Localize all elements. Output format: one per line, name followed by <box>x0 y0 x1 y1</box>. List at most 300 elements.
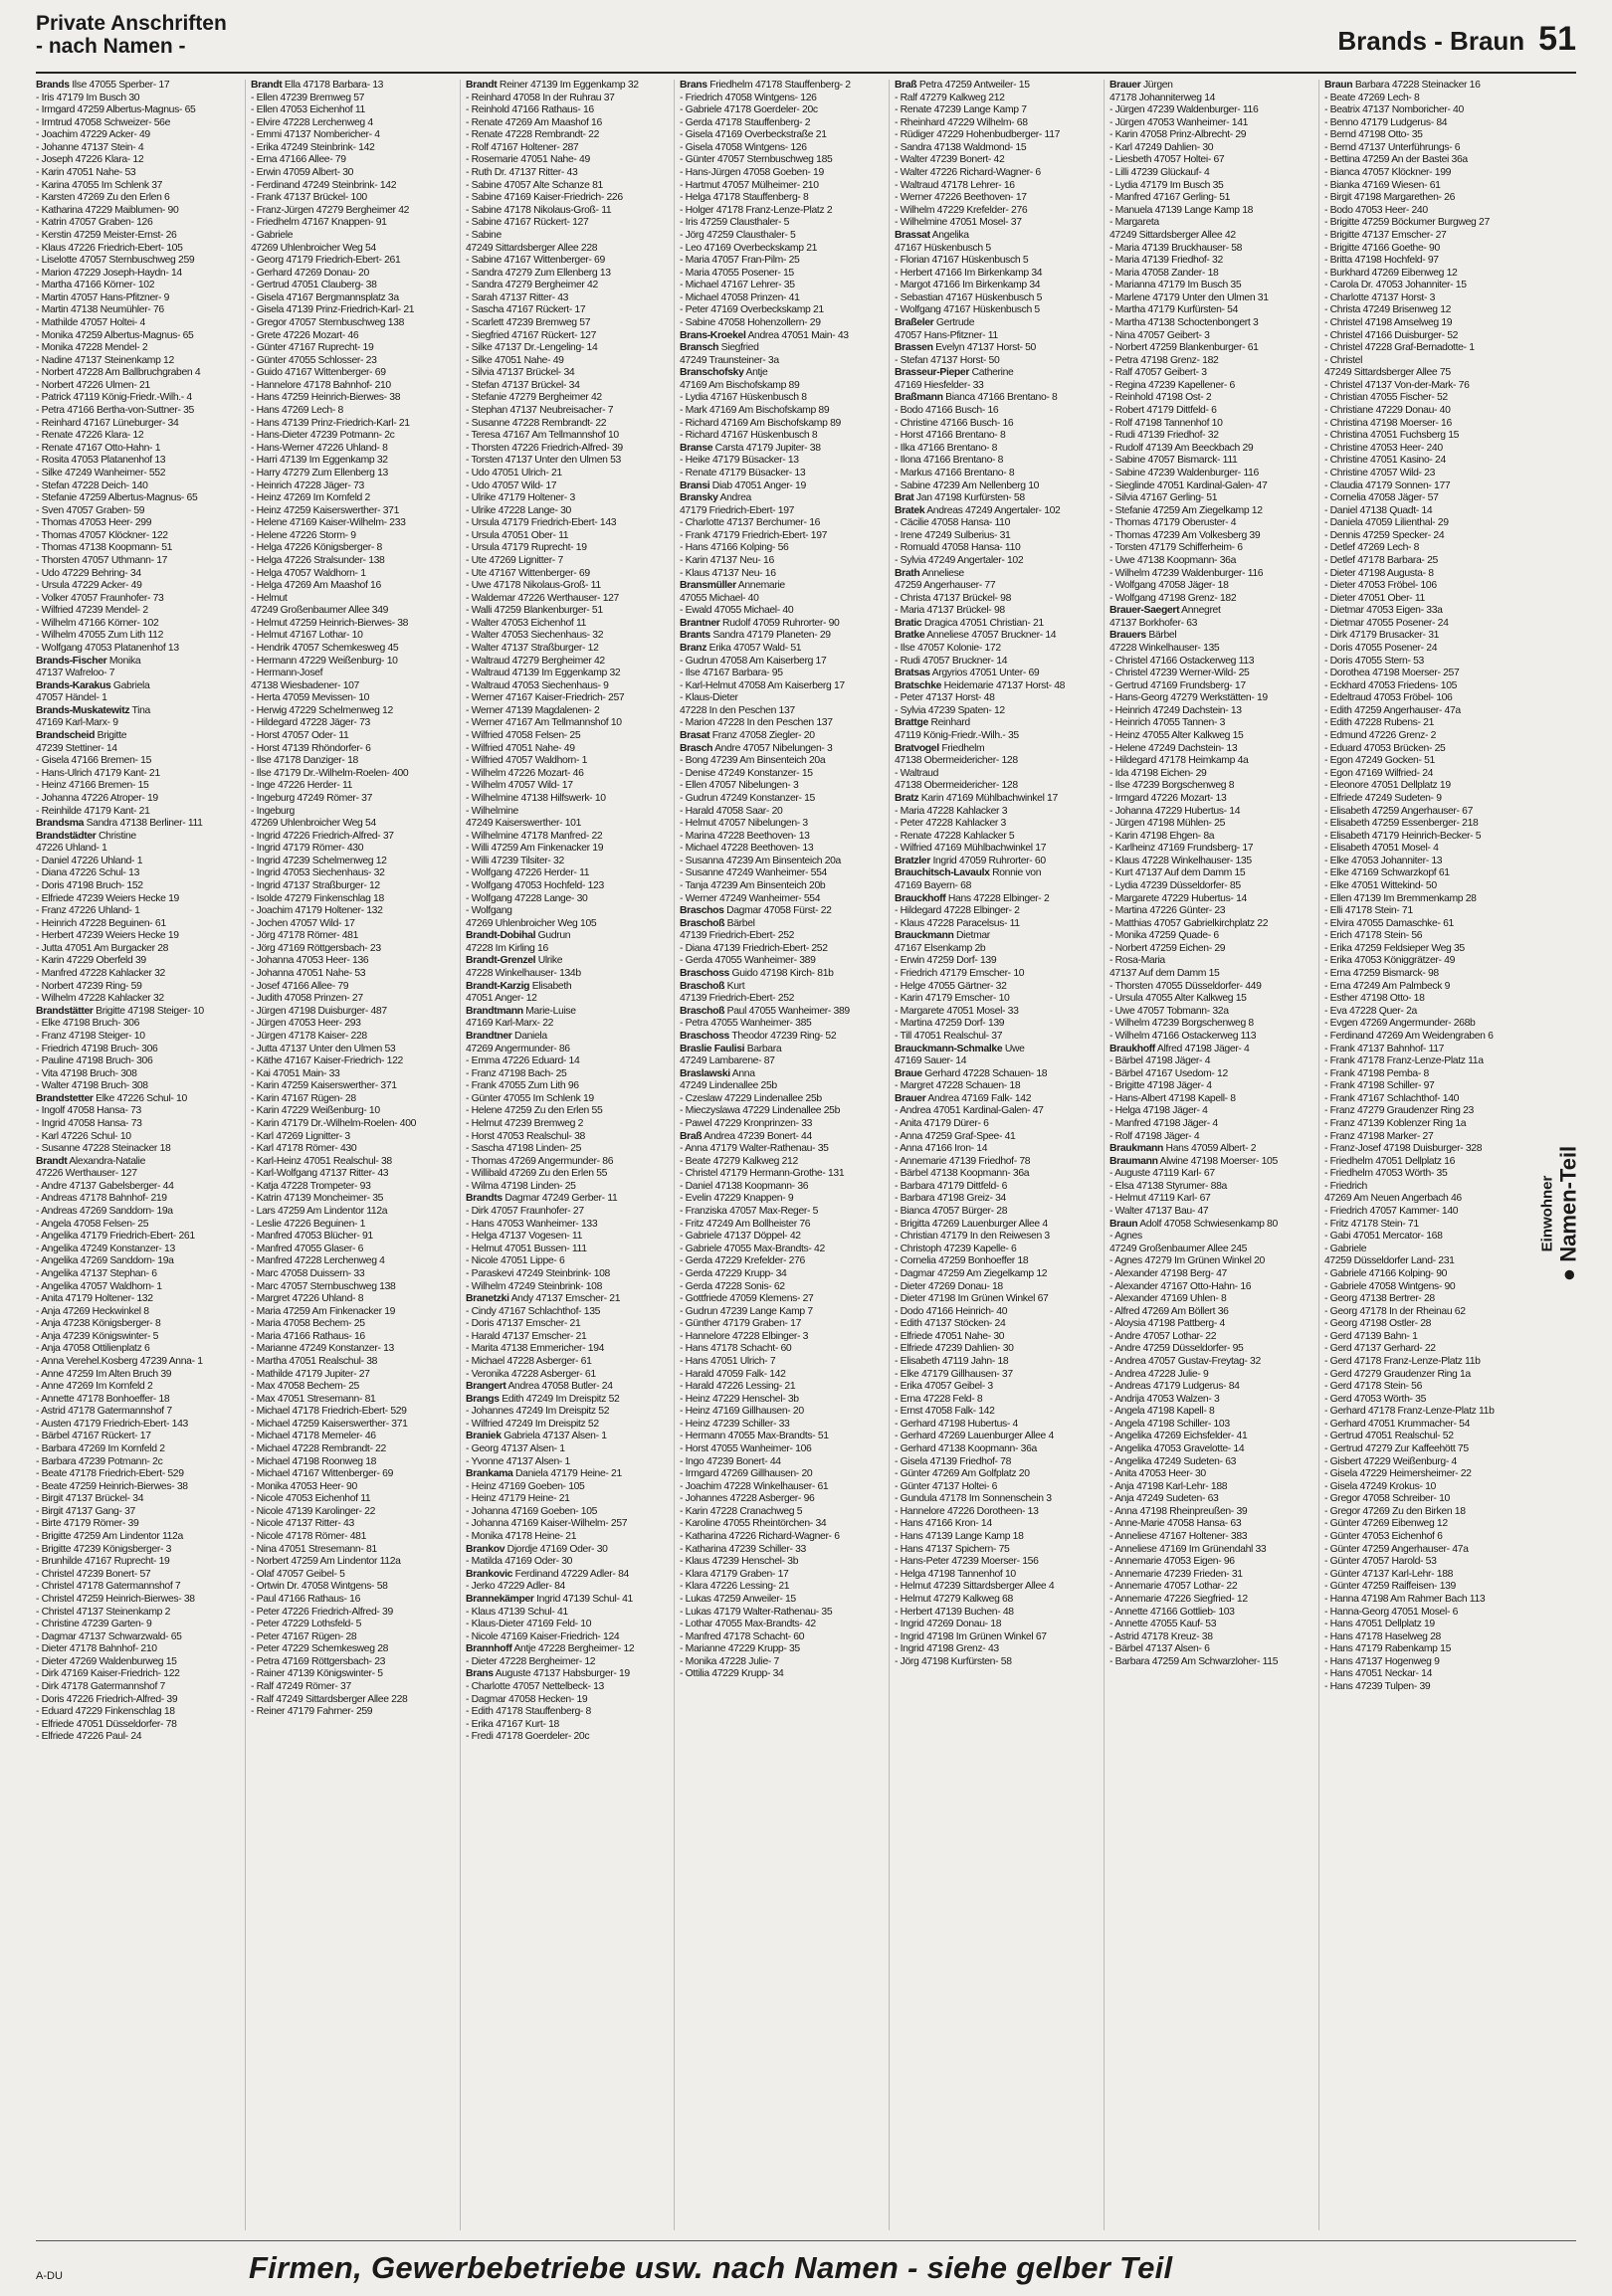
directory-entry: - Hans 47053 Wanheimer- 133 <box>466 1218 598 1230</box>
directory-entry: - Lilli 47239 Glückauf- 4 <box>1109 167 1210 179</box>
directory-entry: - Werner 47167 Am Tellmannshof 10 <box>466 717 622 729</box>
directory-entry: - Manfred 47167 Gerling- 51 <box>1109 192 1231 204</box>
directory-entry: Brankama Daniela 47179 Heine- 21 <box>466 1468 622 1480</box>
directory-entry: - Heinz 47239 Schiller- 33 <box>680 1418 790 1430</box>
directory-entry: - Hans-Jürgen 47058 Goeben- 19 <box>680 167 824 179</box>
directory-entry: - Gertrud 47051 Realschul- 52 <box>1324 1431 1454 1442</box>
directory-entry: 47167 Hüskenbusch 5 <box>895 242 991 254</box>
directory-entry: - Bärbel 47198 Jäger- 4 <box>1109 1055 1211 1067</box>
directory-entry: 47249 Großenbaumer Allee 349 <box>251 605 389 617</box>
directory-entry: - Ursula 47179 Ruprecht- 19 <box>466 542 587 554</box>
directory-entry: - Heinrich 47055 Tannen- 3 <box>1109 717 1226 729</box>
directory-entry: - Jürgen 47053 Heer- 293 <box>251 1018 361 1030</box>
directory-entry: Braßeler Gertrude <box>895 316 975 328</box>
directory-entry: - Hans-Georg 47279 Werkstätten- 19 <box>1109 692 1268 704</box>
directory-entry: - Grete 47226 Mozart- 46 <box>251 329 359 341</box>
directory-entry: Braumann Alwine 47198 Moerser- 105 <box>1109 1155 1278 1167</box>
surname: Brankov <box>466 1543 505 1555</box>
directory-entry: - Sven 47057 Graben- 59 <box>36 504 145 516</box>
directory-entry: - Mathilde 47057 Holtei- 4 <box>36 316 145 328</box>
directory-entry: - Barbara 47179 Dittfeld- 6 <box>895 1180 1007 1192</box>
directory-entry: - Peter 47137 Horst- 48 <box>895 692 995 704</box>
directory-entry: - Anja 47269 Heckwinkel 8 <box>36 1305 149 1317</box>
directory-entry: - Nicole 47051 Lippe- 6 <box>466 1255 565 1267</box>
directory-entry: - Ingrid 47179 Römer- 430 <box>251 843 364 855</box>
directory-entry: - Willibald 47269 Zu den Erlen 55 <box>466 1168 608 1180</box>
directory-entry: - Liselotte 47057 Sternbuschweg 259 <box>36 255 195 267</box>
directory-entry: - Norbert 47239 Ring- 59 <box>36 980 142 992</box>
column-divider <box>674 80 675 2230</box>
directory-entry: - Karl-Wolfgang 47137 Ritter- 43 <box>251 1168 389 1180</box>
directory-entry: - Claudia 47179 Sonnen- 177 <box>1324 479 1451 491</box>
directory-entry: Braniek Gabriela 47137 Alsen- 1 <box>466 1431 607 1442</box>
directory-entry: - Günter 47053 Eichenhof 6 <box>1324 1531 1443 1543</box>
directory-entry: - Frank 47178 Franz-Lenze-Platz 11a <box>1324 1055 1484 1067</box>
directory-entry: - Gertrud 47279 Zur Kaffeehött 75 <box>1324 1443 1469 1455</box>
directory-entry: Braschoß Kurt <box>680 980 745 992</box>
directory-entry: Brans Friedhelm 47178 Stauffenberg- 2 <box>680 80 851 91</box>
directory-entry: - Klaus 47137 Neu- 16 <box>680 567 776 579</box>
directory-entry: Brandsma Sandra 47138 Berliner- 111 <box>36 818 203 830</box>
directory-entry: - Susanne 47228 Steinacker 18 <box>36 1143 171 1155</box>
directory-entry: - Dieter 47178 Bahnhof- 210 <box>36 1643 157 1655</box>
directory-entry: - Hans 47051 Dellplatz 19 <box>1324 1619 1435 1630</box>
surname: Bransky <box>680 492 718 504</box>
directory-columns <box>36 80 1576 2230</box>
directory-entry: - Elfriede 47226 Paul- 24 <box>36 1731 142 1743</box>
directory-entry: - Jürgen 47178 Kaiser- 228 <box>251 1030 367 1042</box>
directory-entry: - Fritz 47178 Stein- 71 <box>1324 1218 1419 1230</box>
directory-entry: - Johannes 47249 Im Dreispitz 52 <box>466 1406 610 1418</box>
directory-entry: - Christoph 47239 Kapelle- 6 <box>895 1243 1017 1254</box>
directory-entry: - Isolde 47279 Finkenschlag 18 <box>251 892 384 904</box>
directory-entry: - Wilhelm 47228 Kahlacker 32 <box>36 993 164 1005</box>
directory-entry: Braschoss Theodor 47239 Ring- 52 <box>680 1030 837 1042</box>
directory-entry: - Benno 47179 Ludgerus- 84 <box>1324 116 1448 128</box>
directory-entry: - Manfred 47055 Glaser- 6 <box>251 1243 364 1254</box>
directory-entry: - Andrea 47057 Gustav-Freytag- 32 <box>1109 1355 1261 1367</box>
directory-entry: - Dirk 47057 Fraunhofer- 27 <box>466 1206 584 1218</box>
directory-entry: - Gottfriede 47059 Klemens- 27 <box>680 1293 814 1305</box>
directory-entry: - Beate 47279 Kalkweg 212 <box>680 1155 798 1167</box>
directory-entry: - Gabriele 47178 Goerdeler- 20c <box>680 104 818 116</box>
directory-entry: - Waltraud 47178 Lehrer- 16 <box>895 179 1015 191</box>
directory-entry: - Erika 47057 Geibel- 3 <box>895 1381 993 1393</box>
directory-entry: - Paul 47166 Rathaus- 16 <box>251 1593 361 1605</box>
directory-entry: - Egon 47169 Wilfried- 24 <box>1324 767 1434 779</box>
directory-entry: - Walter 47239 Bonert- 42 <box>895 154 1005 166</box>
directory-entry: - Marianne 47229 Krupp- 35 <box>680 1643 800 1655</box>
directory-entry: - Erna 47249 Am Palmbeck 9 <box>1324 980 1451 992</box>
directory-entry: - Ellen 47053 Eichenhof 11 <box>251 104 365 116</box>
directory-entry: Brants Sandra 47179 Planeten- 29 <box>680 630 831 642</box>
directory-entry: - Elisabeth 47051 Mosel- 4 <box>1324 843 1439 855</box>
directory-entry: Brans Auguste 47137 Habsburger- 19 <box>466 1668 630 1680</box>
directory-entry: - Detlef 47269 Lech- 8 <box>1324 542 1420 554</box>
directory-entry: - Maria 47057 Fran-Pilm- 25 <box>680 255 800 267</box>
directory-entry: - Liesbeth 47057 Holtei- 67 <box>1109 154 1225 166</box>
directory-entry: - Erwin 47059 Albert- 30 <box>251 167 354 179</box>
directory-entry: - Gerd 47139 Bahn- 1 <box>1324 1330 1418 1342</box>
directory-entry: - Patrick 47119 König-Friedr.-Wilh.- 4 <box>36 392 192 404</box>
directory-entry: - Wolfgang 47058 Jäger- 18 <box>1109 580 1229 592</box>
directory-entry: - Eduard 47229 Finkenschlag 18 <box>36 1706 175 1718</box>
directory-entry: - Helga 47178 Stauffenberg- 8 <box>680 192 809 204</box>
directory-entry: - Marlene 47179 Unter den Ulmen 31 <box>1109 291 1269 303</box>
directory-entry: - Gerhard 47198 Hubertus- 4 <box>895 1418 1018 1430</box>
directory-entry: - Christine 47166 Busch- 16 <box>895 417 1014 429</box>
directory-entry: - Gerda 47229 Krupp- 34 <box>680 1267 787 1279</box>
directory-entry: - Anja 47239 Königswinter- 5 <box>36 1330 159 1342</box>
directory-entry: - Eleonore 47051 Dellplatz 19 <box>1324 780 1451 792</box>
directory-entry: - Karl 47269 Lignitter- 3 <box>251 1130 350 1142</box>
directory-entry: 47139 Friedrich-Ebert- 252 <box>680 993 795 1005</box>
directory-entry: - Esther 47198 Otto- 18 <box>1324 993 1425 1005</box>
directory-entry: - Johanne 47137 Stein- 4 <box>36 141 144 153</box>
surname: Brauer <box>895 1092 926 1104</box>
surname: Braniek <box>466 1431 502 1442</box>
directory-entry: 47269 Angermunder- 86 <box>466 1043 570 1054</box>
directory-entry: - Christina 47198 Moerser- 16 <box>1324 417 1452 429</box>
directory-entry: - Ingeburg 47249 Römer- 37 <box>251 792 373 804</box>
directory-entry: - Birgit 47137 Gang- 37 <box>36 1505 135 1517</box>
directory-entry: Braslawski Anna <box>680 1067 755 1079</box>
directory-entry: 47249 Sittardsberger Allee 75 <box>1324 367 1451 379</box>
surname: Brandsma <box>36 818 85 830</box>
directory-entry: - Renate 47228 Rembrandt- 22 <box>466 129 600 141</box>
directory-entry: - Michael 47198 Roonweg 18 <box>251 1455 377 1467</box>
directory-entry: - Christel 47239 Bonert- 57 <box>36 1568 151 1580</box>
directory-entry: - Anneliese 47167 Holtener- 383 <box>1109 1531 1248 1543</box>
directory-entry: 47057 Hans-Pfitzner- 11 <box>895 329 998 341</box>
directory-entry: - Klaus-Dieter 47169 Feld- 10 <box>466 1619 592 1630</box>
surname: Brandts <box>466 1193 503 1205</box>
directory-entry: - Inge 47226 Herder- 11 <box>251 780 353 792</box>
directory-entry: Brandstätter Brigitte 47198 Steiger- 10 <box>36 1005 204 1017</box>
directory-entry: - Wilfried 47239 Mendel- 2 <box>36 605 148 617</box>
directory-entry: - Gregor 47269 Zu den Birken 18 <box>1324 1505 1466 1517</box>
directory-entry: - Andreas 47179 Ludgerus- 84 <box>1109 1381 1240 1393</box>
surname: Brands <box>36 80 70 91</box>
directory-entry: - Franz 47139 Koblenzer Ring 1a <box>1324 1117 1467 1129</box>
directory-entry: - Heinz 47179 Heine- 21 <box>466 1493 570 1505</box>
directory-entry: - Wilhelmine <box>466 805 518 817</box>
directory-entry: 47138 Wiesbadener- 107 <box>251 679 359 691</box>
directory-entry: - Karl-Heinz 47051 Realschul- 38 <box>251 1155 392 1167</box>
directory-entry: - Wilhelm 47229 Krefelder- 276 <box>895 204 1028 216</box>
column-divider <box>245 80 246 2230</box>
directory-entry: 47259 Angerhauser- 77 <box>895 580 996 592</box>
directory-entry: - Romuald 47058 Hansa- 110 <box>895 542 1021 554</box>
directory-entry: 47137 Auf dem Damm 15 <box>1109 968 1220 980</box>
directory-entry: - Ursula 47229 Acker- 49 <box>36 580 142 592</box>
directory-entry: - Käthe 47167 Kaiser-Friedrich- 122 <box>251 1055 403 1067</box>
directory-entry: - Hans-Werner 47226 Uhland- 8 <box>251 442 388 454</box>
directory-entry: Branschofsky Antje <box>680 367 768 379</box>
directory-entry: Brans-Kroekel Andrea 47051 Main- 43 <box>680 329 849 341</box>
directory-entry: - Erna 47259 Bismarck- 98 <box>1324 968 1439 980</box>
directory-entry: - Marion 47228 In den Peschen 137 <box>680 717 833 729</box>
directory-entry: - Rüdiger 47229 Hohenbudberger- 117 <box>895 129 1061 141</box>
directory-entry: - Fredi 47178 Goerdeler- 20c <box>466 1731 590 1743</box>
directory-entry: - Irmtrud 47058 Schweizer- 56e <box>36 116 171 128</box>
directory-entry: Brandt-Dobihal Gudrun <box>466 930 571 942</box>
directory-entry: - Petra 47169 Röttgersbach- 23 <box>251 1655 386 1667</box>
directory-entry: - Franz-Jürgen 47279 Bergheimer 42 <box>251 204 410 216</box>
header-rule <box>36 72 1576 74</box>
directory-entry: - Monika 47228 Julie- 7 <box>680 1655 779 1667</box>
directory-entry: - Hans 47137 Spichern- 75 <box>895 1543 1010 1555</box>
directory-entry: - Gerda 47229 Krefelder- 276 <box>680 1255 805 1267</box>
directory-entry: - Hermann 47055 Max-Brandts- 51 <box>680 1431 829 1442</box>
directory-entry: - Friedrich <box>1324 1180 1367 1192</box>
directory-entry: - Bianka 47169 Wiesen- 61 <box>1324 179 1441 191</box>
directory-entry: - Uwe 47057 Tobmann- 32a <box>1109 1005 1229 1017</box>
directory-entry: - Nicole 47139 Karolinger- 22 <box>251 1505 376 1517</box>
directory-entry: - Martha 47051 Realschul- 38 <box>251 1355 378 1367</box>
directory-entry: - Charlotte 47137 Berchumer- 16 <box>680 517 821 529</box>
directory-entry: 47259 Düsseldorfer Land- 231 <box>1324 1255 1455 1267</box>
directory-entry: Bratzler Ingrid 47059 Ruhrorter- 60 <box>895 855 1046 866</box>
directory-entry: - Andre 47259 Düsseldorfer- 95 <box>1109 1343 1244 1355</box>
directory-entry: - Annemarie 47053 Eigen- 96 <box>1109 1556 1235 1568</box>
directory-entry: - Angelika 47269 Sanddorn- 19a <box>36 1255 174 1267</box>
directory-entry: - Anneliese 47169 Im Grünendahl 33 <box>1109 1543 1267 1555</box>
directory-entry: 47249 Sittardsberger Allee 42 <box>1109 229 1236 241</box>
surname: Bratz <box>895 792 919 804</box>
directory-entry: - Alexander 47198 Berg- 47 <box>1109 1267 1227 1279</box>
directory-entry: - Czeslaw 47229 Lindenallee 25b <box>680 1092 822 1104</box>
directory-entry: - Alfred 47269 Am Böllert 36 <box>1109 1305 1229 1317</box>
directory-entry: - Petra 47166 Bertha-von-Suttner- 35 <box>36 405 194 417</box>
directory-entry: - Andreas 47178 Bahnhof- 219 <box>36 1193 167 1205</box>
directory-entry: - Anja 47249 Sudeten- 63 <box>1109 1493 1219 1505</box>
directory-entry: - Manuela 47139 Lange Kamp 18 <box>1109 204 1254 216</box>
surname: Brandscheid <box>36 730 96 742</box>
directory-entry: - Karin 47179 Emscher- 10 <box>895 993 1010 1005</box>
directory-entry: - Waltraud <box>895 767 939 779</box>
directory-entry: - Günter 47055 Im Schlenk 19 <box>466 1092 594 1104</box>
directory-entry: - Renate 47228 Kahlacker 5 <box>895 830 1015 842</box>
directory-entry: - Hartmut 47057 Mülheimer- 210 <box>680 179 819 191</box>
directory-entry: - Hildegard 47178 Heimkamp 4a <box>1109 755 1249 767</box>
directory-entry: - Klara 47226 Lessing- 21 <box>680 1581 790 1593</box>
directory-entry: - Margarete 47229 Hubertus- 14 <box>1109 892 1247 904</box>
directory-entry: - Cindy 47167 Schlachthof- 135 <box>466 1305 601 1317</box>
directory-column-2 <box>251 80 450 2230</box>
directory-entry: - Dieter 47269 Donau- 18 <box>895 1280 1003 1292</box>
directory-entry: - Horst 47139 Rhöndorfer- 6 <box>251 742 371 754</box>
directory-entry: - Klaus 47228 Winkelhauser- 135 <box>1109 855 1252 866</box>
directory-entry: - Silvia 47137 Brückel- 34 <box>466 367 575 379</box>
surname: Brauers <box>1109 630 1146 642</box>
directory-entry: - Sieglinde 47051 Kardinal-Galen- 47 <box>1109 479 1268 491</box>
directory-entry: - Austen 47179 Friedrich-Ebert- 143 <box>36 1418 188 1430</box>
directory-entry: - Robert 47179 Dittfeld- 6 <box>1109 405 1217 417</box>
directory-entry: - Hanna-Georg 47051 Mosel- 6 <box>1324 1606 1459 1618</box>
directory-entry: - Monika 47259 Quade- 6 <box>1109 930 1219 942</box>
directory-entry: - Sabine 47167 Rückert- 127 <box>466 217 589 229</box>
directory-entry: - Stefanie 47279 Bergheimer 42 <box>466 392 602 404</box>
directory-entry: - Heinrich 47228 Beguinen- 61 <box>36 917 166 929</box>
directory-entry: - Ilse 47179 Dr.-Wilhelm-Roelen- 400 <box>251 767 409 779</box>
directory-entry: - Klaus 47228 Paracelsus- 11 <box>895 917 1020 929</box>
directory-entry: Braukmann Hans 47059 Albert- 2 <box>1109 1143 1257 1155</box>
directory-entry: - Gudrun 47058 Am Kaiserberg 17 <box>680 655 827 667</box>
directory-entry: - Margareta <box>1109 217 1159 229</box>
directory-entry: - Karoline 47055 Rheintörchen- 34 <box>680 1518 827 1530</box>
directory-entry: - Wolfgang 47226 Herder- 11 <box>466 867 590 879</box>
directory-entry: - Waldemar 47226 Werthauser- 127 <box>466 592 619 604</box>
directory-entry: - Dieter 47269 Waldenburweg 15 <box>36 1655 177 1667</box>
section-side-tab <box>1538 1064 1582 1363</box>
directory-entry: Brauers Bärbel <box>1109 630 1177 642</box>
directory-entry: - Leslie 47226 Beguinen- 1 <box>251 1218 366 1230</box>
directory-entry: - Hans-Peter 47239 Moerser- 156 <box>895 1556 1039 1568</box>
directory-entry: - Hans 47179 Rabenkamp 15 <box>1324 1643 1451 1655</box>
directory-entry: - Gisbert 47229 Weißenburg- 4 <box>1324 1455 1457 1467</box>
directory-entry: - Helga 47137 Vogesen- 11 <box>466 1231 582 1243</box>
directory-entry: - Nicole 47169 Kaiser-Friedrich- 124 <box>466 1630 620 1642</box>
directory-entry: 47269 Uhlenbroicher Weg 54 <box>251 242 376 254</box>
directory-entry: - Wolfgang 47228 Lange- 30 <box>466 892 588 904</box>
directory-entry: - Petra 47198 Grenz- 182 <box>1109 354 1219 366</box>
directory-entry: - Angelika 47249 Konstanzer- 13 <box>36 1243 175 1254</box>
directory-entry: - Klaus 47226 Friedrich-Ebert- 105 <box>36 242 183 254</box>
directory-entry: - Gerd 47279 Graudenzer Ring 1a <box>1324 1368 1471 1380</box>
directory-entry: - Christel 47259 Heinrich-Bierwes- 38 <box>36 1593 195 1605</box>
column-divider <box>889 80 890 2230</box>
surname: Braun <box>1324 80 1353 91</box>
directory-entry: - Anita 47179 Holtener- 132 <box>36 1293 153 1305</box>
directory-entry: - Rudolf 47139 Am Beeckbach 29 <box>1109 442 1254 454</box>
directory-entry: - Gisela 47139 Prinz-Friedrich-Karl- 21 <box>251 304 415 316</box>
directory-entry: - Hans-Dieter 47239 Potmann- 2c <box>251 430 395 442</box>
directory-entry: - Erika 47167 Kurt- 18 <box>466 1718 559 1730</box>
directory-entry: - Kerstin 47259 Meister-Ernst- 26 <box>36 229 177 241</box>
directory-entry: Brauer-Saegert Annegret <box>1109 605 1221 617</box>
directory-entry: - Birgit 47137 Brückel- 34 <box>36 1493 144 1505</box>
directory-entry: - Ingrid 47226 Friedrich-Alfred- 37 <box>251 830 394 842</box>
directory-entry: - Gerd 47137 Gerhard- 22 <box>1324 1343 1436 1355</box>
directory-entry: - Karl 47226 Schul- 10 <box>36 1130 131 1142</box>
directory-entry: Braschoß Paul 47055 Wanheimer- 389 <box>680 1005 850 1017</box>
directory-entry: Braschoss Guido 47198 Kirch- 81b <box>680 968 834 980</box>
directory-entry: - Dirk 47179 Brusacker- 31 <box>1324 630 1440 642</box>
directory-entry: - Till 47051 Realschul- 37 <box>895 1030 1003 1042</box>
directory-entry: - Wilhelm 47249 Steinbrink- 108 <box>466 1280 602 1292</box>
directory-entry: - Margret 47228 Schauen- 18 <box>895 1080 1021 1092</box>
directory-entry: - Richard 47167 Hüskenbusch 8 <box>680 430 818 442</box>
directory-entry: - Gabriele 47055 Max-Brandts- 42 <box>680 1243 825 1254</box>
directory-entry: - Nicole 47178 Römer- 481 <box>251 1531 366 1543</box>
directory-entry: - Brigitte 47259 Am Lindentor 112a <box>36 1531 183 1543</box>
directory-entry: - Mathilde 47179 Jupiter- 27 <box>251 1368 370 1380</box>
directory-entry: - Matilda 47169 Oder- 30 <box>466 1556 573 1568</box>
directory-entry: - Dieter 47053 Fröbel- 106 <box>1324 580 1437 592</box>
directory-entry: - Willi 47239 Tilsiter- 32 <box>466 855 564 866</box>
directory-entry: - Wolfgang 47053 Platanenhof 13 <box>36 643 179 655</box>
directory-entry: Braß Petra 47259 Antweiler- 15 <box>895 80 1030 91</box>
directory-entry: - Charlotte 47137 Horst- 3 <box>1324 291 1436 303</box>
directory-entry: Brat Jan 47198 Kurfürsten- 58 <box>895 492 1025 504</box>
directory-entry: - Christine 47051 Kasino- 24 <box>1324 455 1446 467</box>
directory-entry: - Vita 47198 Bruch- 308 <box>36 1067 137 1079</box>
directory-entry: - Jürgen 47198 Mühlen- 25 <box>1109 818 1226 830</box>
directory-entry: - Helmut 47279 Kalkweg 68 <box>895 1593 1013 1605</box>
directory-entry: Braß Andrea 47239 Bonert- 44 <box>680 1130 812 1142</box>
directory-entry: - Gerhard 47269 Lauenburger Allee 4 <box>895 1431 1054 1442</box>
directory-entry: - Peter 47169 Overbeckskamp 21 <box>680 304 824 316</box>
directory-entry: - Marianna 47179 Im Busch 35 <box>1109 280 1242 291</box>
directory-entry: - Nina 47057 Geibert- 3 <box>1109 329 1210 341</box>
directory-entry: - Gabriele <box>1324 1243 1367 1254</box>
directory-entry: - Karl-Helmut 47058 Am Kaiserberg 17 <box>680 679 845 691</box>
directory-entry: - Michael 47228 Beethoven- 13 <box>680 843 814 855</box>
directory-entry: - Barbara 47269 Im Kornfeld 2 <box>36 1443 165 1455</box>
directory-entry: - Sabine 47169 Kaiser-Friedrich- 226 <box>466 192 623 204</box>
directory-entry: - Harald 47226 Lessing- 21 <box>680 1381 796 1393</box>
directory-entry: - Doris 47198 Bruch- 152 <box>36 880 143 891</box>
directory-entry: - Wilfried 47057 Waldhorn- 1 <box>466 755 588 767</box>
directory-entry: - Rolf 47198 Jäger- 4 <box>1109 1130 1200 1142</box>
directory-entry: - Dieter 47228 Bergheimer- 12 <box>466 1655 596 1667</box>
directory-entry: - Nina 47051 Stresemann- 81 <box>251 1543 377 1555</box>
directory-entry: - Diana 47226 Schul- 13 <box>36 867 140 879</box>
directory-entry: - Barbara 47259 Am Schwarzloher- 115 <box>1109 1655 1279 1667</box>
directory-entry: - Egon 47249 Gocken- 51 <box>1324 755 1435 767</box>
directory-entry: - Harald 47058 Saar- 20 <box>680 805 783 817</box>
directory-entry: - Thomas 47179 Oberuster- 4 <box>1109 517 1237 529</box>
directory-entry: - Gregor 47057 Sternbuschweg 138 <box>251 316 405 328</box>
directory-entry: - Elfriede 47051 Düsseldorfer- 78 <box>36 1718 177 1730</box>
directory-entry: - Helmut <box>251 592 288 604</box>
directory-entry: - Stephan 47137 Neubreisacher- 7 <box>466 405 614 417</box>
directory-entry: - Wolfgang 47053 Hochfeld- 123 <box>466 880 604 891</box>
directory-entry: - Helene 47169 Kaiser-Wilhelm- 233 <box>251 517 406 529</box>
directory-entry: - Beate 47178 Friedrich-Ebert- 529 <box>36 1468 184 1480</box>
directory-entry: - Helmut 47057 Nibelungen- 3 <box>680 818 808 830</box>
directory-entry: - Jürgen 47053 Wanheimer- 141 <box>1109 116 1249 128</box>
directory-entry: Brassen Evelyn 47137 Horst- 50 <box>895 342 1036 354</box>
surname: Brankama <box>466 1468 513 1480</box>
directory-entry: - Helmut 47119 Karl- 67 <box>1109 1193 1211 1205</box>
surname: Brans <box>466 1668 494 1680</box>
directory-entry: - Ilse 47057 Koloniе- 172 <box>895 643 1001 655</box>
directory-entry: - Renate 47167 Otto-Hahn- 1 <box>36 442 161 454</box>
directory-entry: - Auguste 47119 Karl- 67 <box>1109 1168 1215 1180</box>
surname: Braschos <box>680 905 724 917</box>
surname: Branschofsky <box>680 367 744 379</box>
surname: Braschoß <box>680 980 725 992</box>
directory-entry: - Erika 47259 Feldsieper Weg 35 <box>1324 942 1465 954</box>
directory-entry: - Angela 47198 Schiller- 103 <box>1109 1418 1230 1430</box>
surname: Brasat <box>680 730 710 742</box>
directory-entry: - Karin 47229 Oberfeld 39 <box>36 955 146 967</box>
surname: Brandstädter <box>36 830 97 842</box>
directory-entry: - Katharina 47239 Schiller- 33 <box>680 1543 806 1555</box>
directory-entry: - Franziska 47057 Max-Reger- 5 <box>680 1206 819 1218</box>
directory-entry: - Markus 47166 Brentano- 8 <box>895 467 1015 478</box>
directory-entry: - Norbert 47226 Ulmen- 21 <box>36 379 150 391</box>
directory-entry: - Andrea 47051 Kardinal-Galen- 47 <box>895 1105 1044 1117</box>
directory-entry: - Anna 47179 Walter-Rathenau- 35 <box>680 1143 829 1155</box>
directory-entry: - Olaf 47057 Geibel- 5 <box>251 1568 345 1580</box>
directory-entry: - Reinhold 47198 Ost- 2 <box>1109 392 1212 404</box>
surname: Brath <box>895 567 920 579</box>
directory-entry: - Walter 47053 Siechenhaus- 32 <box>466 630 604 642</box>
directory-entry: - Walter 47053 Eichenhof 11 <box>466 617 587 629</box>
